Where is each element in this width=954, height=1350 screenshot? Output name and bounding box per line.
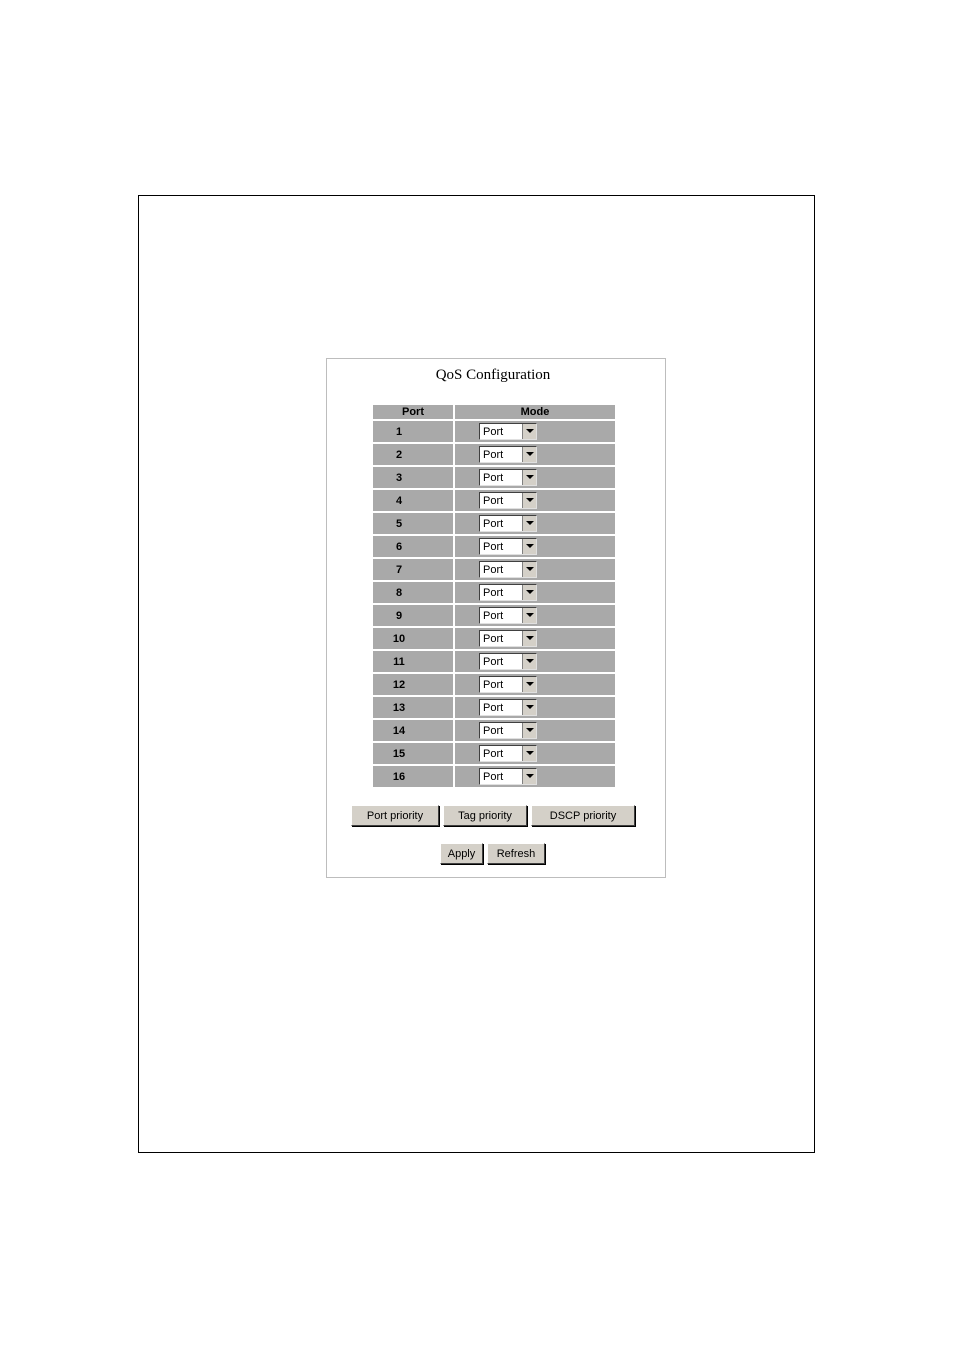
chevron-down-icon[interactable] [522, 516, 536, 531]
port-number-cell: 7 [373, 559, 453, 580]
mode-cell [455, 605, 615, 626]
mode-select[interactable] [479, 745, 537, 762]
qos-configuration-panel [326, 358, 666, 878]
mode-select-value: Port [483, 609, 504, 622]
mode-select-value: Port [483, 540, 504, 553]
mode-select[interactable] [479, 607, 537, 624]
port-number-cell: 15 [373, 743, 453, 764]
mode-select[interactable] [479, 722, 537, 739]
chevron-down-icon[interactable] [522, 769, 536, 784]
chevron-down-icon[interactable] [522, 562, 536, 577]
chevron-down-icon[interactable] [522, 424, 536, 439]
mode-select[interactable] [479, 768, 537, 785]
chevron-down-icon[interactable] [522, 723, 536, 738]
port-column-header: Port [373, 405, 453, 419]
mode-select[interactable] [479, 561, 537, 578]
qos-table-body [373, 421, 615, 787]
mode-column-header: Mode [455, 405, 615, 419]
table-row [373, 674, 615, 695]
chevron-down-icon[interactable] [522, 447, 536, 462]
mode-cell [455, 697, 615, 718]
table-row [373, 582, 615, 603]
mode-select-value: Port [483, 517, 504, 530]
port-number-cell: 5 [373, 513, 453, 534]
port-number-cell: 13 [373, 697, 453, 718]
chevron-down-icon[interactable] [522, 493, 536, 508]
apply-button[interactable]: Apply [440, 843, 483, 864]
qos-mode-table [371, 403, 617, 789]
chevron-down-icon[interactable] [522, 539, 536, 554]
mode-select[interactable] [479, 538, 537, 555]
mode-select[interactable] [479, 584, 537, 601]
table-row [373, 697, 615, 718]
chevron-down-icon[interactable] [522, 470, 536, 485]
mode-select-value: Port [483, 770, 504, 783]
chevron-down-icon[interactable] [522, 677, 536, 692]
port-number-cell: 8 [373, 582, 453, 603]
port-number-cell: 9 [373, 605, 453, 626]
port-number-cell: 16 [373, 766, 453, 787]
mode-cell [455, 766, 615, 787]
mode-select[interactable] [479, 423, 537, 440]
mode-select-value: Port [483, 678, 504, 691]
mode-cell [455, 421, 615, 442]
mode-select-value: Port [483, 701, 504, 714]
mode-cell [455, 559, 615, 580]
chevron-down-icon[interactable] [522, 700, 536, 715]
mode-select-value: Port [483, 586, 504, 599]
table-row [373, 720, 615, 741]
mode-cell [455, 720, 615, 741]
tag-priority-button[interactable]: Tag priority [443, 805, 527, 826]
table-row [373, 490, 615, 511]
table-row [373, 536, 615, 557]
table-row [373, 444, 615, 465]
mode-cell [455, 582, 615, 603]
port-number-cell: 10 [373, 628, 453, 649]
mode-cell [455, 536, 615, 557]
port-number-cell: 6 [373, 536, 453, 557]
port-number-cell: 1 [373, 421, 453, 442]
table-row [373, 766, 615, 787]
chevron-down-icon[interactable] [522, 585, 536, 600]
mode-select-value: Port [483, 655, 504, 668]
table-row [373, 421, 615, 442]
table-row [373, 628, 615, 649]
table-header-row [373, 405, 615, 419]
mode-select[interactable] [479, 676, 537, 693]
port-priority-button[interactable]: Port priority [351, 805, 439, 826]
table-row [373, 651, 615, 672]
port-number-cell: 11 [373, 651, 453, 672]
mode-select[interactable] [479, 630, 537, 647]
mode-select-value: Port [483, 471, 504, 484]
table-row [373, 605, 615, 626]
dscp-priority-button[interactable]: DSCP priority [531, 805, 635, 826]
mode-select-value: Port [483, 724, 504, 737]
mode-select[interactable] [479, 653, 537, 670]
mode-select-value: Port [483, 563, 504, 576]
mode-select[interactable] [479, 515, 537, 532]
mode-select[interactable] [479, 699, 537, 716]
table-row [373, 559, 615, 580]
chevron-down-icon[interactable] [522, 608, 536, 623]
mode-select-value: Port [483, 425, 504, 438]
mode-select-value: Port [483, 448, 504, 461]
chevron-down-icon[interactable] [522, 631, 536, 646]
mode-cell [455, 513, 615, 534]
mode-select-value: Port [483, 494, 504, 507]
mode-select-value: Port [483, 747, 504, 760]
mode-cell [455, 444, 615, 465]
port-number-cell: 2 [373, 444, 453, 465]
table-row [373, 513, 615, 534]
mode-cell [455, 674, 615, 695]
port-number-cell: 14 [373, 720, 453, 741]
page-title: QoS Configuration [435, 367, 551, 383]
chevron-down-icon[interactable] [522, 654, 536, 669]
mode-select-value: Port [483, 632, 504, 645]
table-row [373, 467, 615, 488]
port-number-cell: 4 [373, 490, 453, 511]
mode-cell [455, 743, 615, 764]
mode-cell [455, 651, 615, 672]
port-number-cell: 12 [373, 674, 453, 695]
chevron-down-icon[interactable] [522, 746, 536, 761]
mode-cell [455, 467, 615, 488]
mode-cell [455, 490, 615, 511]
mode-select[interactable] [479, 469, 537, 486]
mode-select[interactable] [479, 446, 537, 463]
refresh-button[interactable]: Refresh [487, 843, 545, 864]
mode-select[interactable] [479, 492, 537, 509]
table-row [373, 743, 615, 764]
port-number-cell: 3 [373, 467, 453, 488]
mode-cell [455, 628, 615, 649]
